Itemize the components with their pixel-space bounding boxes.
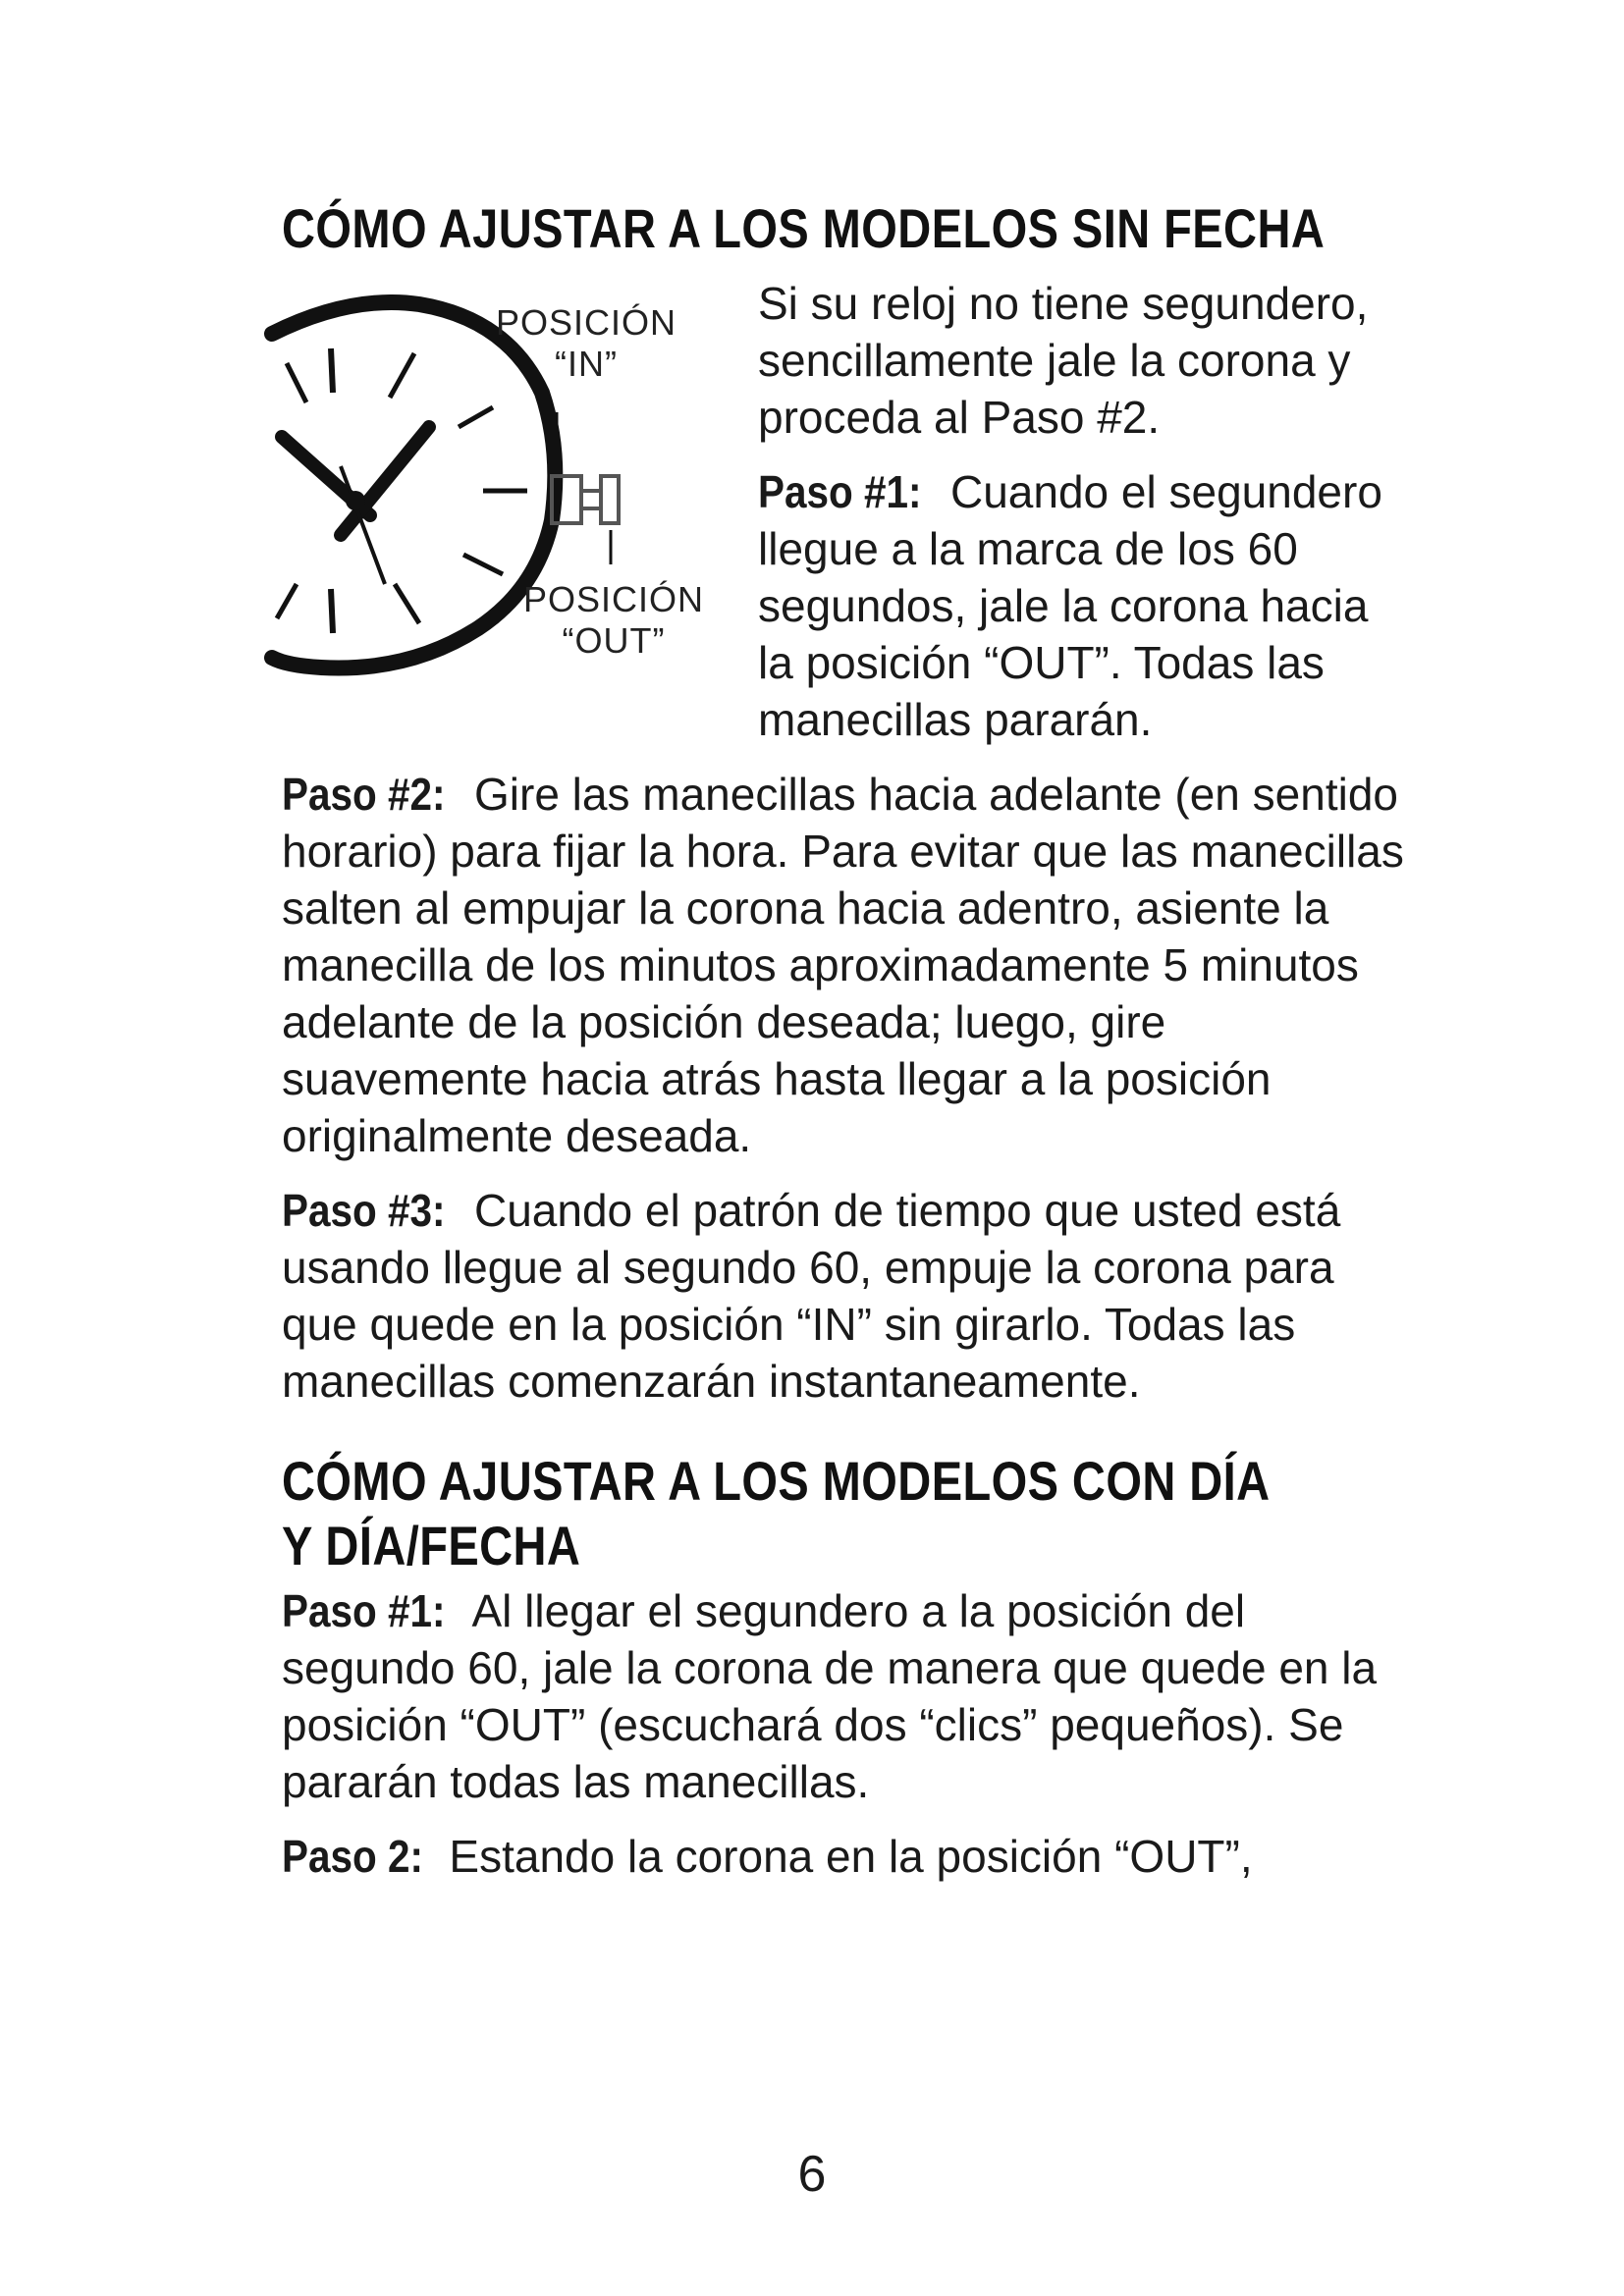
step2-paragraph	[282, 766, 1411, 1164]
step3-paragraph	[282, 1182, 1411, 1410]
step1-text: Cuando el segundero llegue a la marca de los 60 segundos, jale la corona hacia la posición “OUT”. Todas las manecillas pararán.	[758, 466, 1382, 745]
s2-step2-paragraph	[282, 1828, 1411, 1885]
s2-step1-label: Paso #1:	[282, 1585, 446, 1636]
label-position-in: POSICIÓN “IN”	[495, 302, 677, 384]
section-title-day-date: CÓMO AJUSTAR A LOS MODELOS CON DÍA Y DÍA/FECHA	[282, 1450, 1271, 1576]
manual-page	[282, 196, 1411, 1885]
label-position-out: POSICIÓN “OUT”	[522, 579, 705, 661]
s2-step1-text: Al llegar el segundero a la posición del segundo 60, jale la corona de manera que quede en la posición “OUT” (escuchará dos “clics” pequeños). Se pararán todas las manecillas.	[282, 1585, 1378, 1807]
section-title-no-date: CÓMO AJUSTAR A LOS MODELOS SIN FECHA	[282, 197, 1326, 259]
step3-text: Cuando el patrón de tiempo que usted está usando llegue al segundo 60, empuje la corona para que quede en la posición “IN” sin girarlo. Todas las manecillas comenzarán instantaneamente.	[282, 1185, 1341, 1407]
s2-step1-paragraph	[282, 1582, 1411, 1810]
watch-crown-diagram	[262, 294, 714, 687]
s2-step2-text: Estando la corona en la posición “OUT”,	[449, 1831, 1253, 1882]
step1-paragraph	[758, 463, 1411, 748]
step1-label: Paso #1:	[758, 466, 922, 517]
s2-step2-label: Paso 2:	[282, 1831, 424, 1882]
page-number: 6	[797, 2146, 827, 2203]
step2-text: Gire las manecillas hacia adelante (en sentido horario) para fijar la hora. Para evitar que las manecillas salten al empujar la corona hacia adentro, asiente la manecilla de los minutos aproximadamente 5 minutos adelante de la posición deseada; luego, gire suavemente hacia atrás hasta llegar a la posición originalmente deseada.	[282, 769, 1404, 1161]
intro-paragraph: Si su reloj no tiene segundero, sencillamente jale la corona y proceda al Paso #2.	[758, 278, 1369, 443]
step2-label: Paso #2:	[282, 769, 446, 820]
step3-label: Paso #3:	[282, 1185, 446, 1236]
